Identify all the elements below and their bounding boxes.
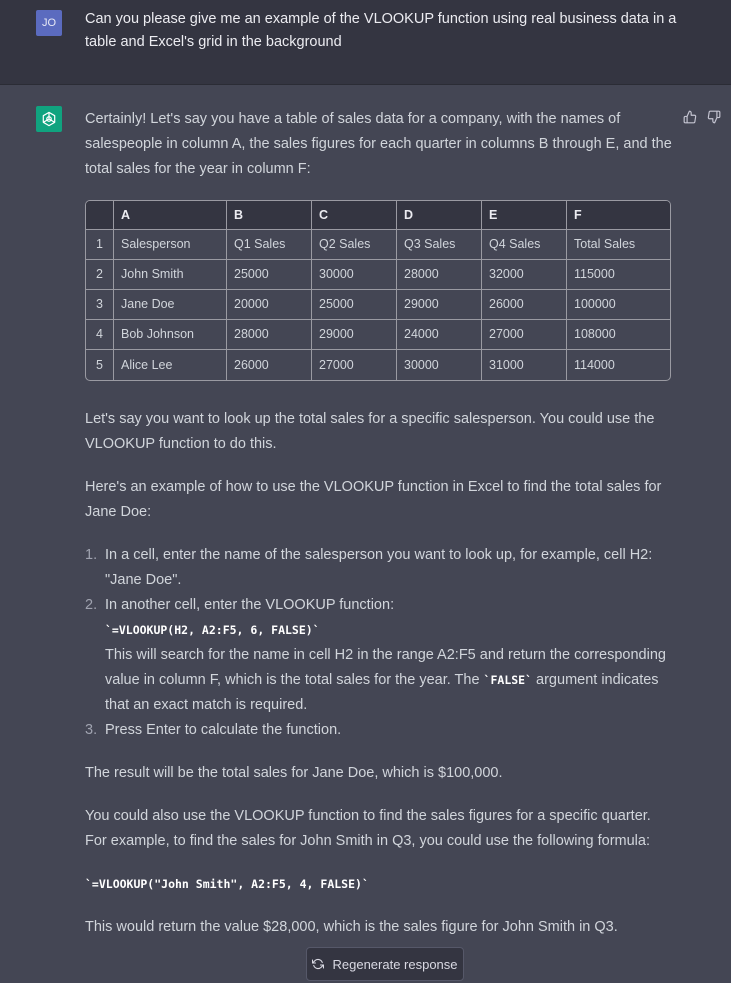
table-cell: 27000 xyxy=(312,350,397,380)
regenerate-response-button[interactable] xyxy=(306,947,464,981)
table-header-cell: A xyxy=(114,201,227,230)
user-avatar: JO xyxy=(36,10,62,36)
table-cell: 5 xyxy=(86,350,114,380)
table-cell: 29000 xyxy=(312,320,397,350)
formula-paragraph xyxy=(85,872,675,897)
refresh-icon xyxy=(312,958,324,970)
table-cell: 20000 xyxy=(227,290,312,320)
table-cell: 3 xyxy=(86,290,114,320)
feedback-buttons xyxy=(683,110,721,124)
table-cell: 26000 xyxy=(227,350,312,380)
step-explanation-end: argument indicates that an exact match is required. xyxy=(105,672,659,713)
list-number: 2. xyxy=(85,597,98,613)
false-argument-code: `FALSE` xyxy=(483,673,533,687)
table-cell: 31000 xyxy=(482,350,567,380)
table-cell: 25000 xyxy=(227,260,312,290)
list-item xyxy=(85,593,675,718)
step-text: Press Enter to calculate the function. xyxy=(105,722,342,738)
table-row xyxy=(86,230,670,260)
table-cell: 30000 xyxy=(312,260,397,290)
list-item xyxy=(85,718,675,743)
lookup-paragraph: Let's say you want to look up the total sales for a specific salesperson. You could use the VLOOKUP function to do this. xyxy=(85,411,655,452)
table-cell: Salesperson xyxy=(114,230,227,260)
regenerate-label: Regenerate response xyxy=(332,956,458,972)
table-cell: Q3 Sales xyxy=(397,230,482,260)
list-item xyxy=(85,543,675,593)
steps-list xyxy=(85,543,675,743)
table-cell: Total Sales xyxy=(567,230,670,260)
table-cell: 29000 xyxy=(397,290,482,320)
table-row xyxy=(86,290,670,320)
table-cell: 115000 xyxy=(567,260,670,290)
thumbs-up-icon[interactable] xyxy=(683,110,697,124)
table-cell: Bob Johnson xyxy=(114,320,227,350)
table-cell: 25000 xyxy=(312,290,397,320)
step-body xyxy=(105,593,675,718)
table-header-cell: F xyxy=(567,201,670,230)
result-paragraph: The result will be the total sales for Jane Doe, which is $100,000. xyxy=(85,765,503,781)
table-cell: 2 xyxy=(86,260,114,290)
step-text: In a cell, enter the name of the salesperson you want to look up, for example, cell H2: "Jane Doe". xyxy=(105,547,653,588)
table-cell: 4 xyxy=(86,320,114,350)
table-cell: 32000 xyxy=(482,260,567,290)
user-message-text: Can you please give me an example of the VLOOKUP function using real business data in a table and Excel's grid in the background xyxy=(85,11,677,50)
thumbs-down-icon[interactable] xyxy=(707,110,721,124)
table-cell: 26000 xyxy=(482,290,567,320)
table-cell: 27000 xyxy=(482,320,567,350)
table-cell: 100000 xyxy=(567,290,670,320)
sales-table xyxy=(85,200,671,381)
table-cell: Alice Lee xyxy=(114,350,227,380)
return-paragraph: This would return the value $28,000, which is the sales figure for John Smith in Q3. xyxy=(85,919,618,935)
table-cell: Q1 Sales xyxy=(227,230,312,260)
table-cell: Q2 Sales xyxy=(312,230,397,260)
table-header-cell: B xyxy=(227,201,312,230)
table-header-cell: D xyxy=(397,201,482,230)
table-cell: Q4 Sales xyxy=(482,230,567,260)
table-row xyxy=(86,320,670,350)
quarter-paragraph: You could also use the VLOOKUP function to find the sales figures for a specific quarter. For example, to find the sales for John Smith in Q3, you could use the following formula: xyxy=(85,808,651,849)
table-header-cell xyxy=(86,201,114,230)
step-text: In another cell, enter the VLOOKUP function: xyxy=(105,597,395,613)
user-message-row xyxy=(0,0,731,85)
table-row xyxy=(86,350,670,380)
table-cell: 114000 xyxy=(574,357,615,372)
table-cell: John Smith xyxy=(114,260,227,290)
list-number: 3. xyxy=(85,722,98,738)
table-cell: 28000 xyxy=(397,260,482,290)
quarter-formula-code: `=VLOOKUP("John Smith", A2:F5, 4, FALSE)` xyxy=(85,877,369,891)
table-header-cell: C xyxy=(312,201,397,230)
table-header-row xyxy=(86,201,670,230)
table-cell: 28000 xyxy=(227,320,312,350)
step-explanation: This will search for the name in cell H2 in the range A2:F5 and return the corresponding value in column F, which is the total sales for the year. The xyxy=(105,647,666,688)
table-cell: Jane Doe xyxy=(114,290,227,320)
list-number: 1. xyxy=(85,547,98,563)
assistant-message-row xyxy=(0,85,731,983)
example-paragraph: Here's an example of how to use the VLOOKUP function in Excel to find the total sales for Jane Doe: xyxy=(85,479,662,520)
table-cell: 30000 xyxy=(397,350,482,380)
vlookup-formula-code: `=VLOOKUP(H2, A2:F5, 6, FALSE)` xyxy=(105,623,320,637)
table-cell: 1 xyxy=(86,230,114,260)
openai-logo-icon xyxy=(40,110,58,128)
intro-paragraph: Certainly! Let's say you have a table of sales data for a company, with the names of salespeople in column A, the sales figures for each quarter in columns B through E, and the total sales for the year in column F: xyxy=(85,111,672,177)
assistant-avatar xyxy=(36,106,62,132)
assistant-message-content xyxy=(85,107,675,958)
table-header-cell: E xyxy=(482,201,567,230)
table-cell: 108000 xyxy=(567,320,670,350)
table-cell: 24000 xyxy=(397,320,482,350)
table-row xyxy=(86,260,670,290)
